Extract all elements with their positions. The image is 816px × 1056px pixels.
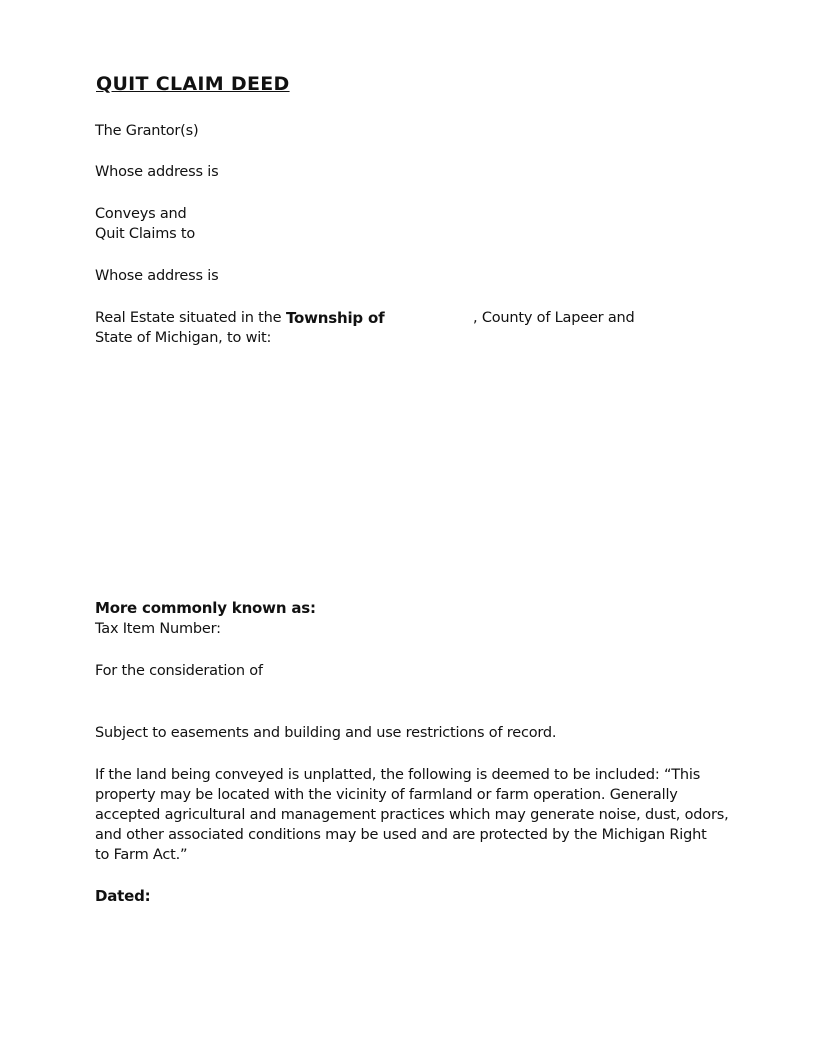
farm-paragraph-line: and other associated conditions may be used and are protected by the Michigan Right <box>95 827 707 843</box>
grantor-label: The Grantor(s) <box>95 123 199 139</box>
tax-item-label: Tax Item Number: <box>95 621 221 637</box>
conveys-label-line1: Conveys and <box>95 206 187 222</box>
township-label: Township of <box>286 309 385 327</box>
dated-label: Dated: <box>95 887 151 905</box>
grantee-address-label: Whose address is <box>95 268 219 284</box>
real-estate-suffix: , County of Lapeer and <box>473 310 635 326</box>
consideration-label: For the consideration of <box>95 663 263 679</box>
conveys-label-line2: Quit Claims to <box>95 226 196 242</box>
real-estate-line2: State of Michigan, to wit: <box>95 330 272 346</box>
subject-to-text: Subject to easements and building and use restrictions of record. <box>95 725 557 741</box>
farm-paragraph-line: accepted agricultural and management practices which may generate noise, dust, odors, <box>95 807 729 823</box>
farm-paragraph-line: property may be located with the vicinity of farmland or farm operation. Generally <box>95 787 678 803</box>
commonly-known-label: More commonly known as: <box>95 599 316 617</box>
farm-paragraph-line: to Farm Act.” <box>95 847 188 863</box>
real-estate-prefix: Real Estate situated in the <box>95 310 282 326</box>
page-title: QUIT CLAIM DEED <box>96 73 290 95</box>
farm-paragraph-line: If the land being conveyed is unplatted, the following is deemed to be included: “This <box>95 767 701 783</box>
grantor-address-label: Whose address is <box>95 164 219 180</box>
